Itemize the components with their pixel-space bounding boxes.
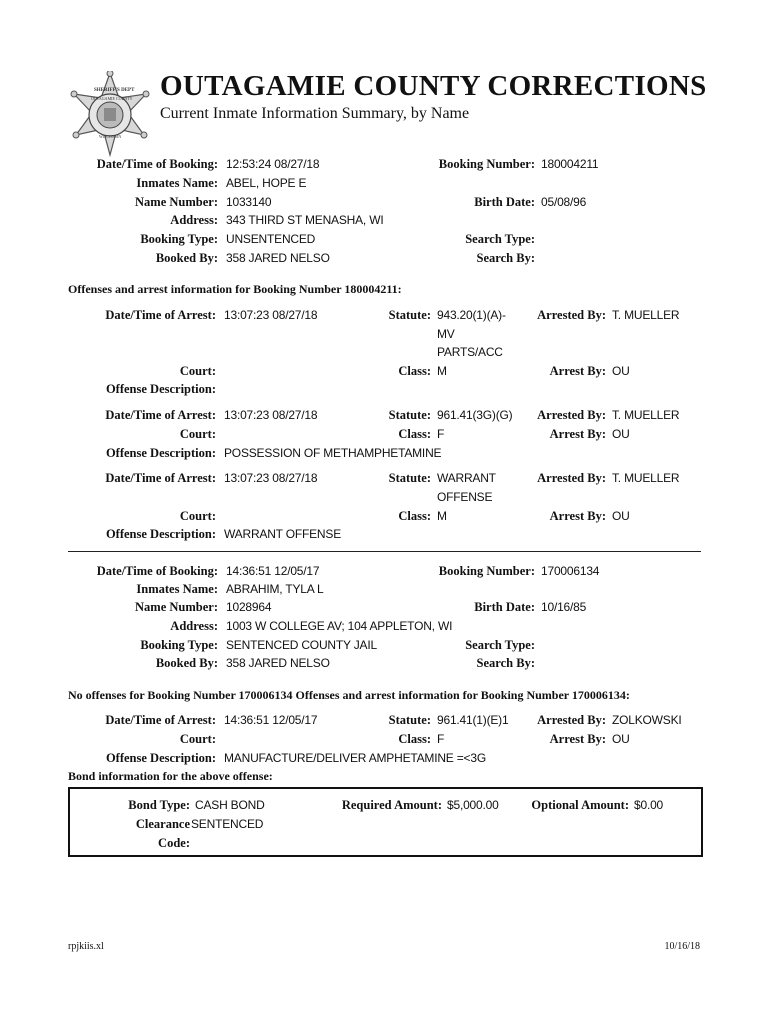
statute-value-line3: PARTS/ACC (437, 345, 503, 359)
arrested-by-label: Arrested By: (537, 408, 606, 422)
arrest-datetime-label: Date/Time of Arrest: (105, 408, 216, 422)
offense-description-label: Offense Description: (105, 527, 216, 541)
search-type-label: Search Type: (465, 232, 535, 246)
birth-date-label: Birth Date: (474, 195, 535, 209)
required-amount-value: $5,000.00 (447, 798, 499, 812)
clearance-label: Clearance (135, 817, 190, 831)
court-label: Court: (179, 427, 216, 441)
offense-description-label: Offense Description: (105, 446, 216, 460)
name-number-label: Name Number: (135, 195, 218, 209)
arrest-datetime-value: 13:07:23 08/27/18 (224, 408, 318, 422)
offense-description-value: WARRANT OFFENSE (224, 527, 342, 541)
class-label: Class: (398, 732, 431, 746)
statute-label: Statute: (388, 408, 431, 422)
statute-label: Statute: (388, 713, 431, 727)
inmate-name-label: Inmates Name: (136, 582, 218, 596)
search-by-label: Search By: (476, 251, 535, 265)
arrest-by-label: Arrest By: (549, 732, 606, 746)
arrest-by-value: OU (612, 732, 630, 746)
bond-type-value: CASH BOND (195, 798, 265, 812)
inmate-name-value: ABEL, HOPE E (226, 176, 307, 190)
birth-date-label: Birth Date: (474, 600, 535, 614)
address-value: 343 THIRD ST MENASHA, WI (226, 213, 384, 227)
booked-by-label: Booked By: (155, 656, 218, 670)
arrest-by-value: OU (612, 427, 630, 441)
name-number-value: 1033140 (226, 195, 272, 209)
arrest-by-label: Arrest By: (549, 427, 606, 441)
optional-amount-value: $0.00 (634, 798, 664, 812)
offense-description-label: Offense Description: (105, 751, 216, 765)
name-number-value: 1028964 (226, 600, 272, 614)
search-type-label: Search Type: (465, 638, 535, 652)
offense-description-value: MANUFACTURE/DELIVER AMPHETAMINE =<3G (224, 751, 486, 765)
arrest-by-value: OU (612, 364, 630, 378)
search-by-label: Search By: (476, 656, 535, 670)
booking-type-value: UNSENTENCED (226, 232, 316, 246)
booking-type-value: SENTENCED COUNTY JAIL (226, 638, 377, 652)
offenses-heading: Offenses and arrest information for Booking Number 180004211: (68, 282, 402, 296)
birth-date-value: 10/16/85 (541, 600, 587, 614)
required-amount-label: Required Amount: (341, 798, 442, 812)
arrest-datetime-label: Date/Time of Arrest: (105, 713, 216, 727)
address-label: Address: (170, 619, 218, 633)
arrest-datetime-value: 13:07:23 08/27/18 (224, 471, 318, 485)
badge-text-bottom: WISCONSIN (99, 134, 122, 139)
inmate-name-value: ABRAHIM, TYLA L (226, 582, 324, 596)
arrested-by-value: T. MUELLER (612, 471, 680, 485)
badge-text-mid: OUTAGAMIE COUNTY (91, 96, 133, 101)
statute-value: 961.41(1)(E)1 (437, 713, 509, 727)
statute-value-line2: MV (437, 327, 455, 341)
booking-type-label: Booking Type: (140, 232, 218, 246)
footer-date: 10/16/18 (664, 941, 700, 952)
booking-datetime-value: 12:53:24 08/27/18 (226, 157, 320, 171)
court-label: Court: (179, 364, 216, 378)
arrest-datetime-value: 14:36:51 12/05/17 (224, 713, 318, 727)
page-subtitle: Current Inmate Information Summary, by Name (160, 105, 470, 122)
class-value: F (437, 427, 445, 441)
booking-datetime-label: Date/Time of Booking: (96, 564, 218, 578)
class-value: F (437, 732, 445, 746)
address-label: Address: (170, 213, 218, 227)
arrest-by-label: Arrest By: (549, 364, 606, 378)
page-title: OUTAGAMIE COUNTY CORRECTIONS (160, 70, 707, 102)
arrested-by-label: Arrested By: (537, 713, 606, 727)
code-label: Code: (158, 836, 190, 850)
optional-amount-label: Optional Amount: (531, 798, 629, 812)
class-value: M (437, 509, 447, 523)
class-value: M (437, 364, 447, 378)
bond-type-label: Bond Type: (128, 798, 190, 812)
class-label: Class: (398, 427, 431, 441)
booked-by-label: Booked By: (155, 251, 218, 265)
birth-date-value: 05/08/96 (541, 195, 587, 209)
arrested-by-label: Arrested By: (537, 471, 606, 485)
booked-by-value: 358 JARED NELSO (226, 656, 330, 670)
booking-number-label: Booking Number: (438, 157, 535, 171)
name-number-label: Name Number: (135, 600, 218, 614)
statute-value-line2: OFFENSE (437, 490, 493, 504)
arrest-by-label: Arrest By: (549, 509, 606, 523)
sheriff-badge-icon (64, 71, 156, 157)
arrested-by-value: T. MUELLER (612, 408, 680, 422)
court-label: Court: (179, 732, 216, 746)
booking-number-label: Booking Number: (438, 564, 535, 578)
booking-number-value: 180004211 (541, 157, 599, 171)
arrested-by-value: T. MUELLER (612, 308, 680, 322)
booked-by-value: 358 JARED NELSO (226, 251, 330, 265)
arrest-by-value: OU (612, 509, 630, 523)
arrested-by-value: ZOLKOWSKI (612, 713, 682, 727)
booking-type-label: Booking Type: (140, 638, 218, 652)
class-label: Class: (398, 509, 431, 523)
arrest-datetime-value: 13:07:23 08/27/18 (224, 308, 318, 322)
booking-number-value: 170006134 (541, 564, 600, 578)
offense-description-label: Offense Description: (105, 382, 216, 396)
statute-value: 943.20(1)(A)- (437, 308, 506, 322)
booking-datetime-label: Date/Time of Booking: (96, 157, 218, 171)
statute-value: 961.41(3G)(G) (437, 408, 513, 422)
address-value: 1003 W COLLEGE AV; 104 APPLETON, WI (226, 619, 453, 633)
badge-text-top: SHERIFF'S DEPT (94, 88, 135, 93)
offense-description-value: POSSESSION OF METHAMPHETAMINE (224, 446, 442, 460)
arrest-datetime-label: Date/Time of Arrest: (105, 308, 216, 322)
arrested-by-label: Arrested By: (537, 308, 606, 322)
inmate-name-label: Inmates Name: (136, 176, 218, 190)
footer-report-id: rpjkiis.xl (68, 941, 104, 952)
arrest-datetime-label: Date/Time of Arrest: (105, 471, 216, 485)
bond-heading: Bond information for the above offense: (68, 769, 273, 783)
statute-label: Statute: (388, 308, 431, 322)
court-label: Court: (179, 509, 216, 523)
statute-value: WARRANT (437, 471, 496, 485)
booking-datetime-value: 14:36:51 12/05/17 (226, 564, 320, 578)
offenses-heading: No offenses for Booking Number 170006134 Offenses and arrest information for Booking Number 170006134: (68, 688, 630, 702)
statute-label: Statute: (388, 471, 431, 485)
class-label: Class: (398, 364, 431, 378)
section-divider (68, 551, 701, 552)
clearance-code-value: SENTENCED (191, 817, 264, 831)
